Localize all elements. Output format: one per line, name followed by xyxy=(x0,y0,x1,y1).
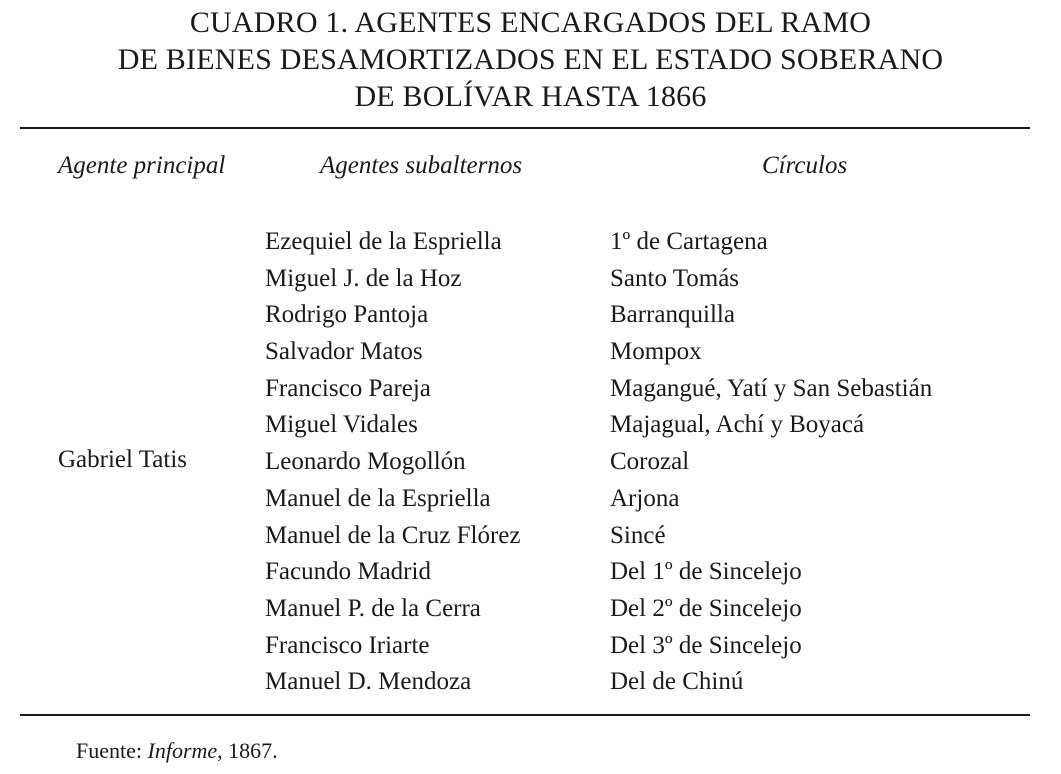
circulo-cell: Corozal xyxy=(610,448,690,476)
circulo-cell: Del 2º de Sincelejo xyxy=(610,594,802,622)
source-suffix: , 1867. xyxy=(217,738,278,763)
source-note xyxy=(76,738,278,764)
subalterno-cell: Facundo Madrid xyxy=(265,558,431,586)
subalterno-cell: Leonardo Mogollón xyxy=(265,448,466,476)
subalterno-cell: Manuel de la Espriella xyxy=(265,484,491,512)
circulo-cell: Del 3º de Sincelejo xyxy=(610,631,802,659)
table-row xyxy=(0,518,1061,555)
table-row xyxy=(0,261,1061,298)
subalterno-cell: Miguel J. de la Hoz xyxy=(265,264,462,292)
table-row xyxy=(0,371,1061,408)
circulo-cell: Magangué, Yatí y San Sebastián xyxy=(610,374,933,402)
source-prefix: Fuente: xyxy=(76,738,148,763)
table-row xyxy=(0,444,1061,481)
table-title-line-3: DE BOLÍVAR HASTA 1866 xyxy=(354,80,707,113)
circulo-cell: Arjona xyxy=(610,484,680,512)
top-rule xyxy=(20,127,1030,129)
table-body xyxy=(0,224,1061,701)
subalterno-cell: Rodrigo Pantoja xyxy=(265,301,429,329)
column-header-subalternos: Agentes subalternos xyxy=(320,152,523,179)
column-header-circulos: Círculos xyxy=(762,152,848,179)
circulo-cell: Santo Tomás xyxy=(610,264,740,292)
table-row xyxy=(0,591,1061,628)
table-row xyxy=(0,224,1061,261)
table-title-line-1: CUADRO 1. AGENTES ENCARGADOS DEL RAMO xyxy=(189,6,872,39)
table-row xyxy=(0,407,1061,444)
subalterno-cell: Manuel de la Cruz Flórez xyxy=(265,521,521,549)
column-header-principal: Agente principal xyxy=(58,152,226,179)
source-work: Informe xyxy=(147,738,218,763)
table-title xyxy=(0,4,1061,115)
table-row xyxy=(0,554,1061,591)
subalterno-cell: Salvador Matos xyxy=(265,338,423,366)
subalterno-cell: Francisco Pareja xyxy=(265,374,431,402)
circulo-cell: Sincé xyxy=(610,521,666,549)
circulo-cell: Barranquilla xyxy=(610,301,735,329)
subalterno-cell: Manuel P. de la Cerra xyxy=(265,594,481,622)
table-row xyxy=(0,481,1061,518)
table-row xyxy=(0,334,1061,371)
circulo-cell: 1º de Cartagena xyxy=(610,228,768,255)
table-row xyxy=(0,664,1061,701)
circulo-cell: Majagual, Achí y Boyacá xyxy=(610,411,865,439)
circulo-cell: Del de Chinú xyxy=(610,668,744,696)
bottom-rule xyxy=(20,714,1030,716)
table-row xyxy=(0,628,1061,665)
subalterno-cell: Miguel Vidales xyxy=(265,411,418,439)
subalterno-cell: Ezequiel de la Espriella xyxy=(265,228,502,255)
circulo-cell: Mompox xyxy=(610,338,702,366)
subalterno-cell: Manuel D. Mendoza xyxy=(265,668,472,696)
principal-agent-name: Gabriel Tatis xyxy=(58,446,188,473)
subalterno-cell: Francisco Iriarte xyxy=(265,631,430,659)
table-title-line-2: DE BIENES DESAMORTIZADOS EN EL ESTADO SOBERANO xyxy=(117,43,944,76)
circulo-cell: Del 1º de Sincelejo xyxy=(610,558,802,586)
table-row xyxy=(0,297,1061,334)
